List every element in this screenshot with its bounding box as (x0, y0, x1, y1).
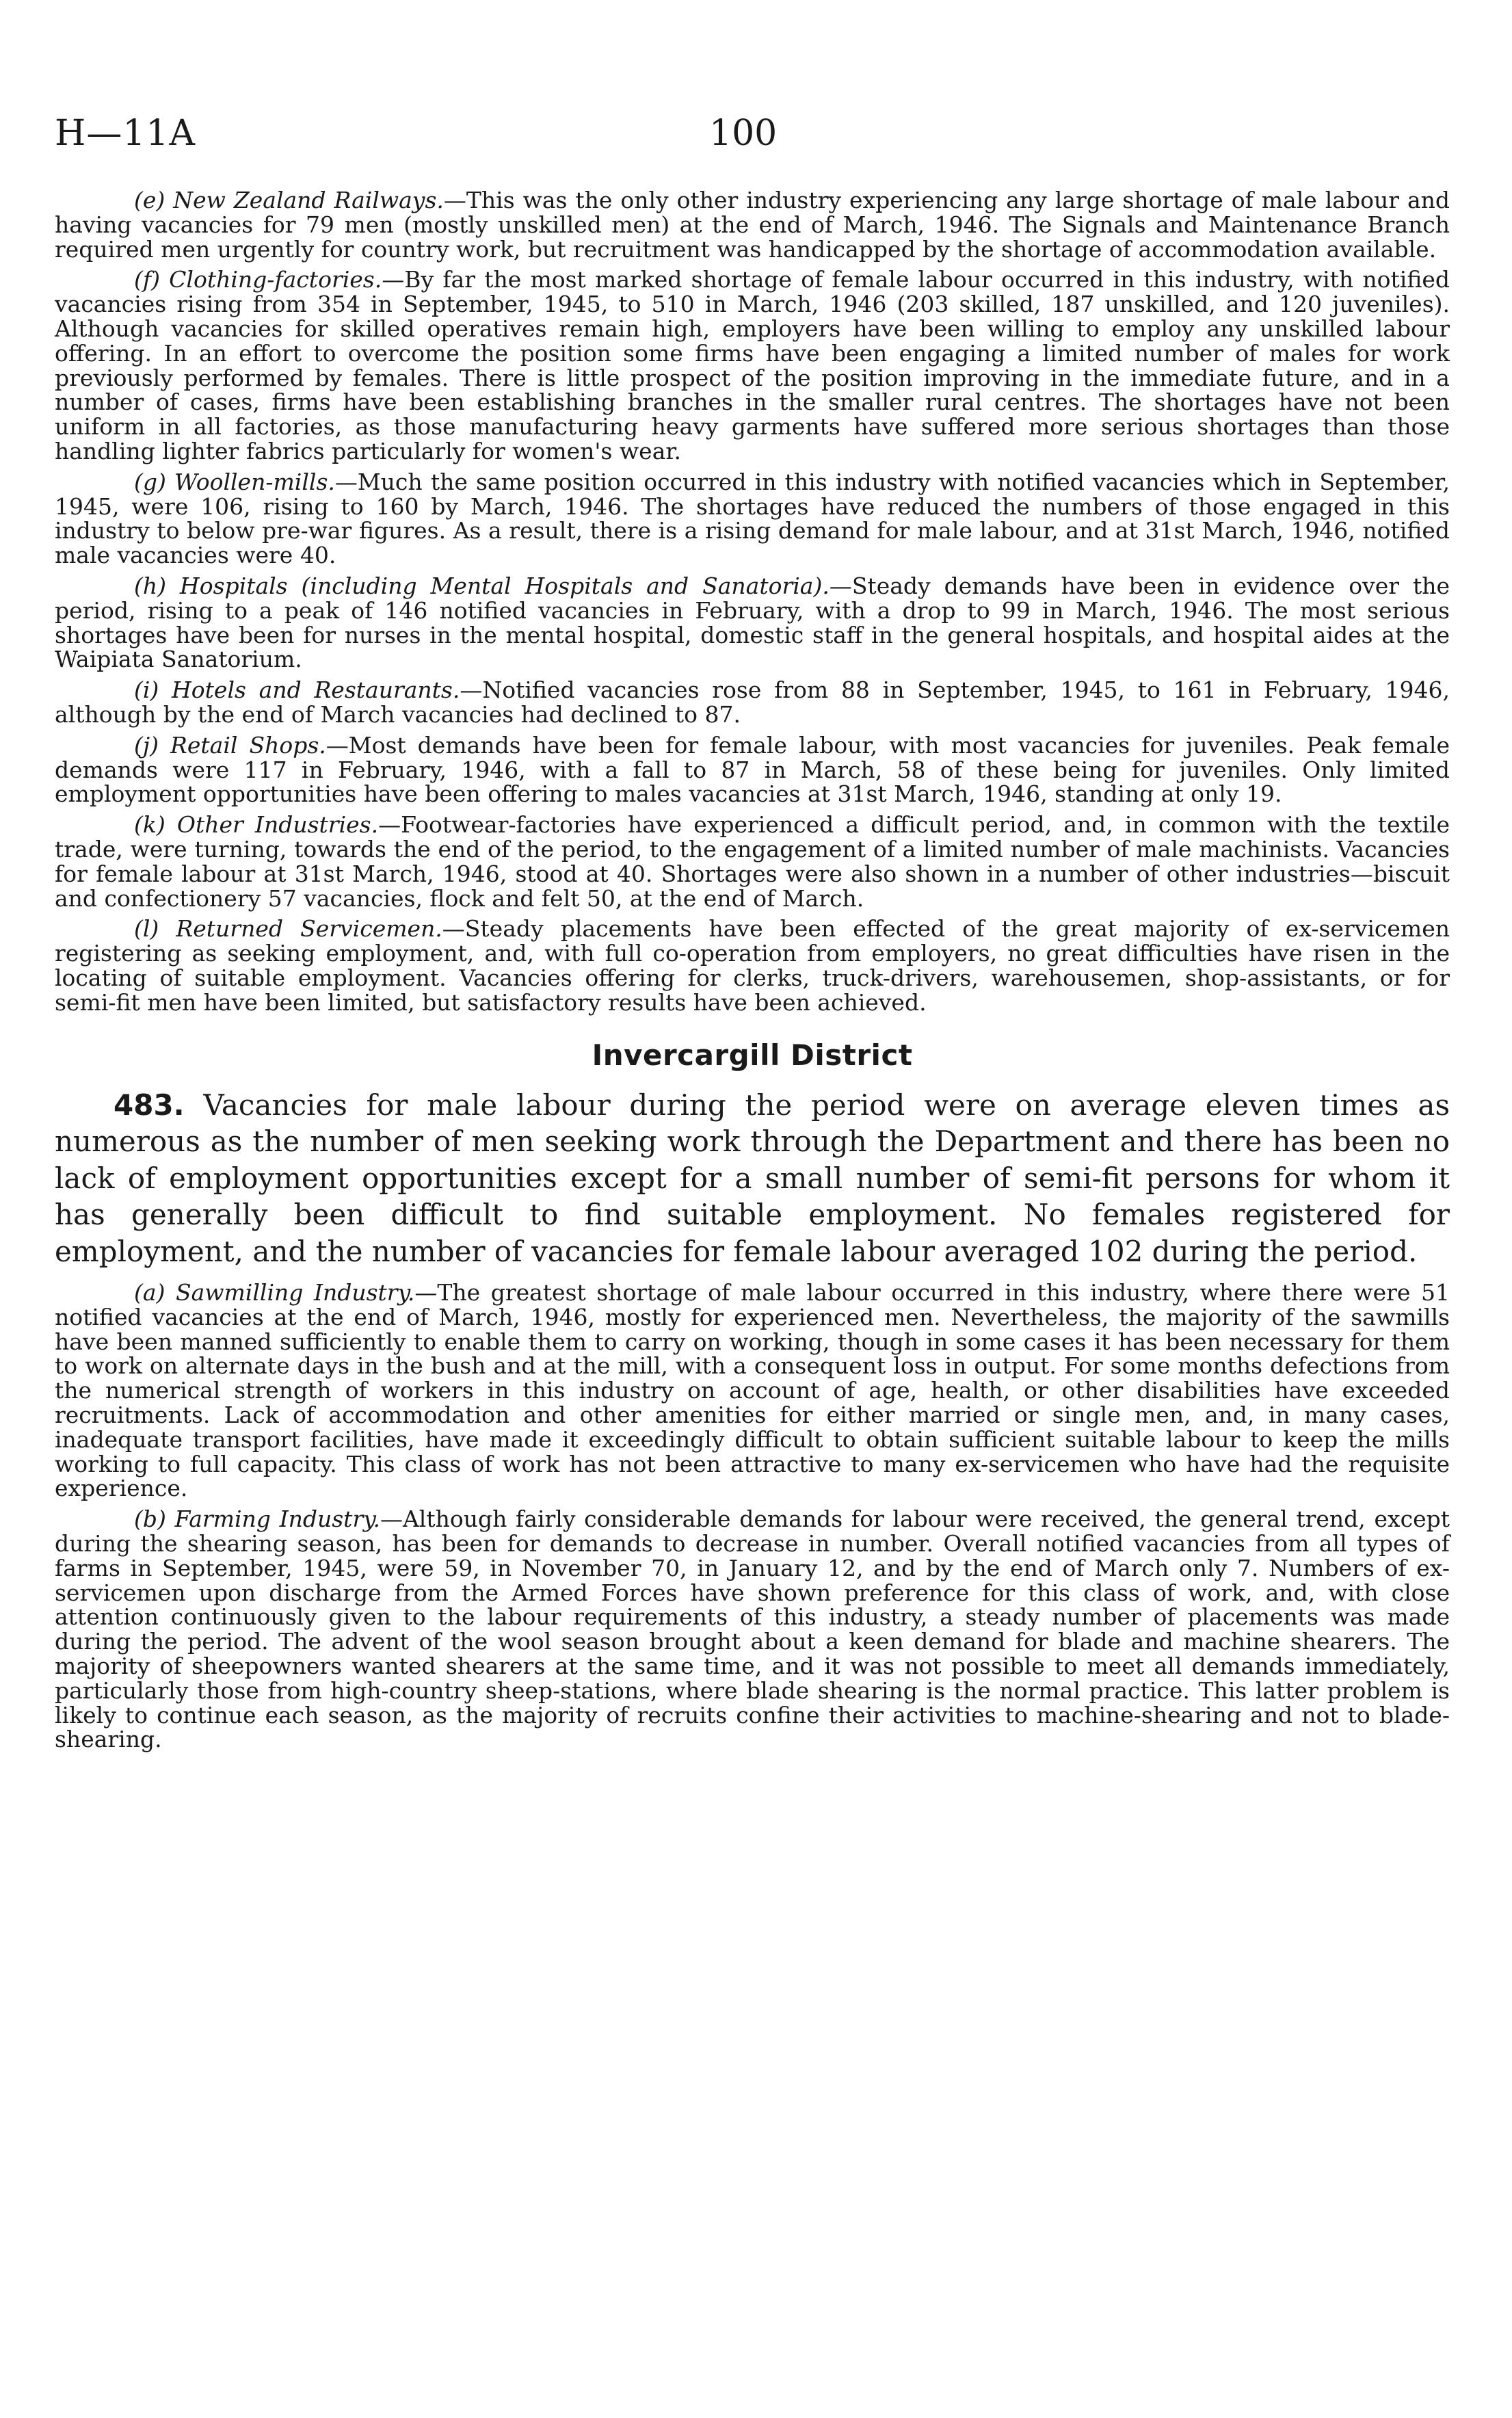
section-intro-text: Vacancies for male labour during the period were on average eleven times as numerous as the number of men seeking work through the Department and there has been no lack of employment opportunities except for a small number of semi-fit persons for whom it has generally been difficult to find suitable employment. No females registered for employment, and the number of vacancies for female labour averaged 102 during the period. (55, 1088, 1450, 1268)
paragraph-hotels (55, 678, 1450, 727)
paragraph-other-industries (55, 813, 1450, 910)
paragraph-label: (a) Sawmilling Industry. (134, 1279, 415, 1306)
document-reference: H—11A (55, 113, 196, 154)
paragraph-text: —Much the same position occurred in this industry with notified vacancies which in September, 1945, were 106, rising to 160 by March, 1946. The shortages have reduced the numbers of those engaged in this industry to below pre-war figures. As a result, there is a rising demand for male labour, and at 31st March, 1946, notified male vacancies were 40. (55, 468, 1450, 569)
paragraph-text: —Steady demands have been in evidence over the period, rising to a peak of 146 notified vacancies in February, with a drop to 99 in March, 1946. The most serious shortages have been for nurses in the mental hospital, domestic staff in the general hospitals, and hospital aides at the Waipiata Sanatorium. (55, 572, 1450, 673)
paragraph-label: (j) Retail Shops. (134, 731, 326, 759)
paragraph-label: (l) Returned Servicemen. (134, 915, 442, 943)
paragraph-text: —This was the only other industry experiencing any large shortage of male labour and having vacancies for 79 men (mostly unskilled men) at the end of March, 1946. The Signals and Maintenance Branch required men urgently for country work, but recruitment was handicapped by the shortage of accommodation available. (55, 187, 1450, 263)
paragraph-sawmilling (55, 1280, 1450, 1501)
paragraph-label: (f) Clothing-factories. (134, 266, 382, 293)
page-header (0, 113, 1512, 161)
paragraph-retail-shops (55, 733, 1450, 806)
section-intro (55, 1087, 1450, 1270)
paragraph-text: —The greatest shortage of male labour occurred in this industry, where there were 51 notified vacancies at the end of March, 1946, mostly for experienced men. Nevertheless, the majority of the sawmills have been manned sufficiently to enable them to carry on working, though in some cases it has been necessary for them to work on alternate days in the bush and at the mill, with a consequent loss in output. For some months defections from the numerical strength of workers in this industry on account of age, health, or other disabilities have exceeded recruitments. Lack of accommodation and other amenities for either married or single men, and, in many cases, inadequate transport facilities, have made it exceedingly difficult to obtain sufficient suitable labour to keep the mills working to full capacity. This class of work has not been attractive to many ex-servicemen who have had the requisite experience. (55, 1279, 1450, 1502)
paragraph-woollen-mills (55, 470, 1450, 568)
paragraph-label: (g) Woollen-mills. (134, 468, 335, 495)
paragraph-text: —Notified vacancies rose from 88 in September, 1945, to 161 in February, 1946, although by the end of March vacancies had declined to 87. (55, 676, 1450, 728)
paragraph-railways (55, 188, 1450, 261)
paragraph-number: 483. (114, 1088, 185, 1122)
paragraph-text: —Although fairly considerable demands for labour were received, the general trend, except during the shearing season, has been for demands to decrease in number. Overall notified vacancies from all types of farms in September, 1945, were 59, in November 70, in January 12, and by the end of March only 7. Numbers of ex-servicemen upon discharge from the Armed Forces have shown preference for this class of work, and, with close attention continuously given to the labour requirements of this industry, a steady number of placements was made during the period. The advent of the wool season brought about a keen demand for blade and machine shearers. The majority of sheepowners wanted shearers at the same time, and it was not possible to meet all demands immediately, particularly those from high-country sheep-stations, where blade shearing is the normal practice. This latter problem is likely to continue each season, as the majority of recruits confine their activities to machine-shearing and not to blade-shearing. (55, 1506, 1450, 1753)
paragraph-returned-servicemen (55, 917, 1450, 1014)
paragraph-text: —Most demands have been for female labour, with most vacancies for juveniles. Peak female demands were 117 in February, 1946, with a fall to 87 in March, 58 of these being for juveniles. Only limited employment opportunities have been offering to males vacancies at 31st March, 1946, standing at only 19. (55, 731, 1450, 808)
paragraph-label: (b) Farming Industry. (134, 1506, 380, 1533)
paragraph-text: —Steady placements have been effected of the great majority of ex-servicemen registering as seeking employment, and, with full co-operation from employers, no great difficulties have risen in the locating of suitable employment. Vacancies offering for clerks, truck-drivers, warehousemen, shop-assistants, or for semi-fit men have been limited, but satisfactory results have been achieved. (55, 915, 1450, 1016)
paragraph-label: (h) Hospitals (including Mental Hospitals and Sanatoria). (134, 572, 830, 599)
paragraph-label: (k) Other Industries. (134, 811, 379, 839)
paragraph-text: —Footwear-factories have experienced a difficult period, and, in common with the textile trade, were turning, towards the end of the period, to the engagement of a limited number of male machinists. Vacancies for female labour at 31st March, 1946, stood at 40. Shortages were also shown in a number of other industries—biscuit and confectionery 57 vacancies, flock and felt 50, at the end of March. (55, 811, 1450, 912)
paragraph-label: (e) New Zealand Railways. (134, 187, 444, 213)
paragraph-text: —By far the most marked shortage of female labour occurred in this industry, with notified vacancies rising from 354 in September, 1945, to 510 in March, 1946 (203 skilled, 187 unskilled, and 120 juveniles). Although vacancies for skilled operatives remain high, employers have been willing to employ any unskilled labour offering. In an effort to overcome the position some firms have been engaging a limited number of males for work previously performed by females. There is little prospect of the position improving in the immediate future, and in a number of cases, firms have been establishing branches in the smaller rural centres. The shortages have not been uniform in all factories, as those manufacturing heavy garments have suffered more serious shortages than those handling lighter fabrics particularly for women's wear. (55, 266, 1450, 464)
paragraph-farming (55, 1507, 1450, 1752)
paragraph-hospitals (55, 574, 1450, 672)
section-heading: Invercargill District (592, 1038, 913, 1072)
paragraph-clothing-factories (55, 267, 1450, 463)
paragraph-label: (i) Hotels and Restaurants. (134, 676, 460, 704)
page-body (55, 188, 1450, 1758)
page-number: 100 (709, 113, 778, 154)
